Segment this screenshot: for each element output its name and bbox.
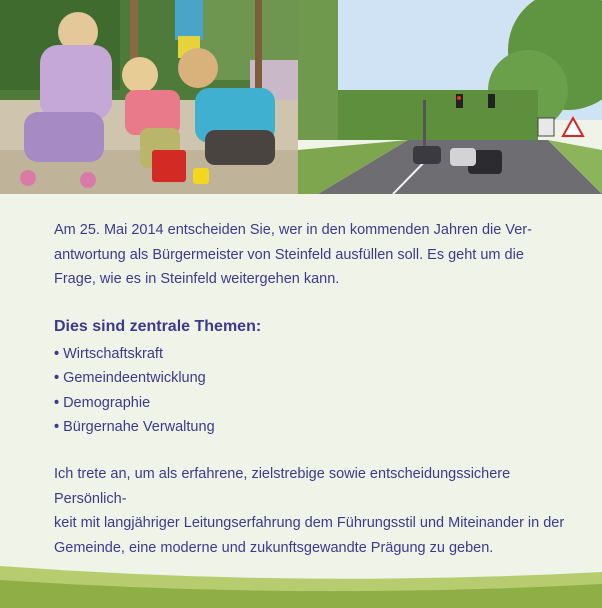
children-playing-image [0, 0, 298, 194]
list-item [54, 415, 215, 439]
intro-line: Frage, wie es in Steinfeld weitergehen kann. [54, 271, 340, 287]
bullet-icon: • [54, 418, 60, 435]
theme-label: Gemeindeentwicklung [63, 370, 206, 387]
intro-paragraph [54, 218, 574, 292]
bullet-icon: • [54, 346, 60, 362]
street-traffic-image [298, 0, 602, 194]
closing-line: Gemeinde, eine moderne und zukunftsgewandte Prägung zu geben. [54, 539, 494, 556]
theme-label: Wirtschaftskraft [63, 346, 163, 362]
main-content [54, 218, 574, 556]
intro-line: antwortung als Bürgermeister von Steinfeld ausfüllen soll. Es geht um die [54, 246, 524, 263]
theme-label: Bürgernahe Verwaltung [63, 418, 215, 435]
themes-heading: Dies sind zentrale Themen: [54, 318, 262, 335]
intro-line: Am 25. Mai 2014 entscheiden Sie, wer in den kommenden Jahren die Ver- [54, 222, 532, 238]
closing-line: Ich trete an, um als erfahrene, zielstrebige sowie entscheidungssichere Persönlich- [54, 466, 511, 507]
footer-wave [0, 566, 602, 608]
children-playing-photo [0, 0, 298, 194]
header-photos [0, 0, 602, 194]
list-item [54, 342, 215, 366]
list-item [54, 391, 215, 415]
bullet-icon: • [54, 394, 60, 411]
bullet-icon: • [54, 370, 60, 387]
theme-label: Demographie [63, 394, 151, 411]
street-traffic-photo [298, 0, 602, 194]
list-item [54, 366, 215, 390]
closing-line: keit mit langjähriger Leitungserfahrung dem Führungsstil und Miteinander in der [54, 515, 565, 531]
themes-list [54, 342, 215, 439]
closing-paragraph [54, 462, 574, 560]
wave-decoration-icon [0, 566, 602, 608]
